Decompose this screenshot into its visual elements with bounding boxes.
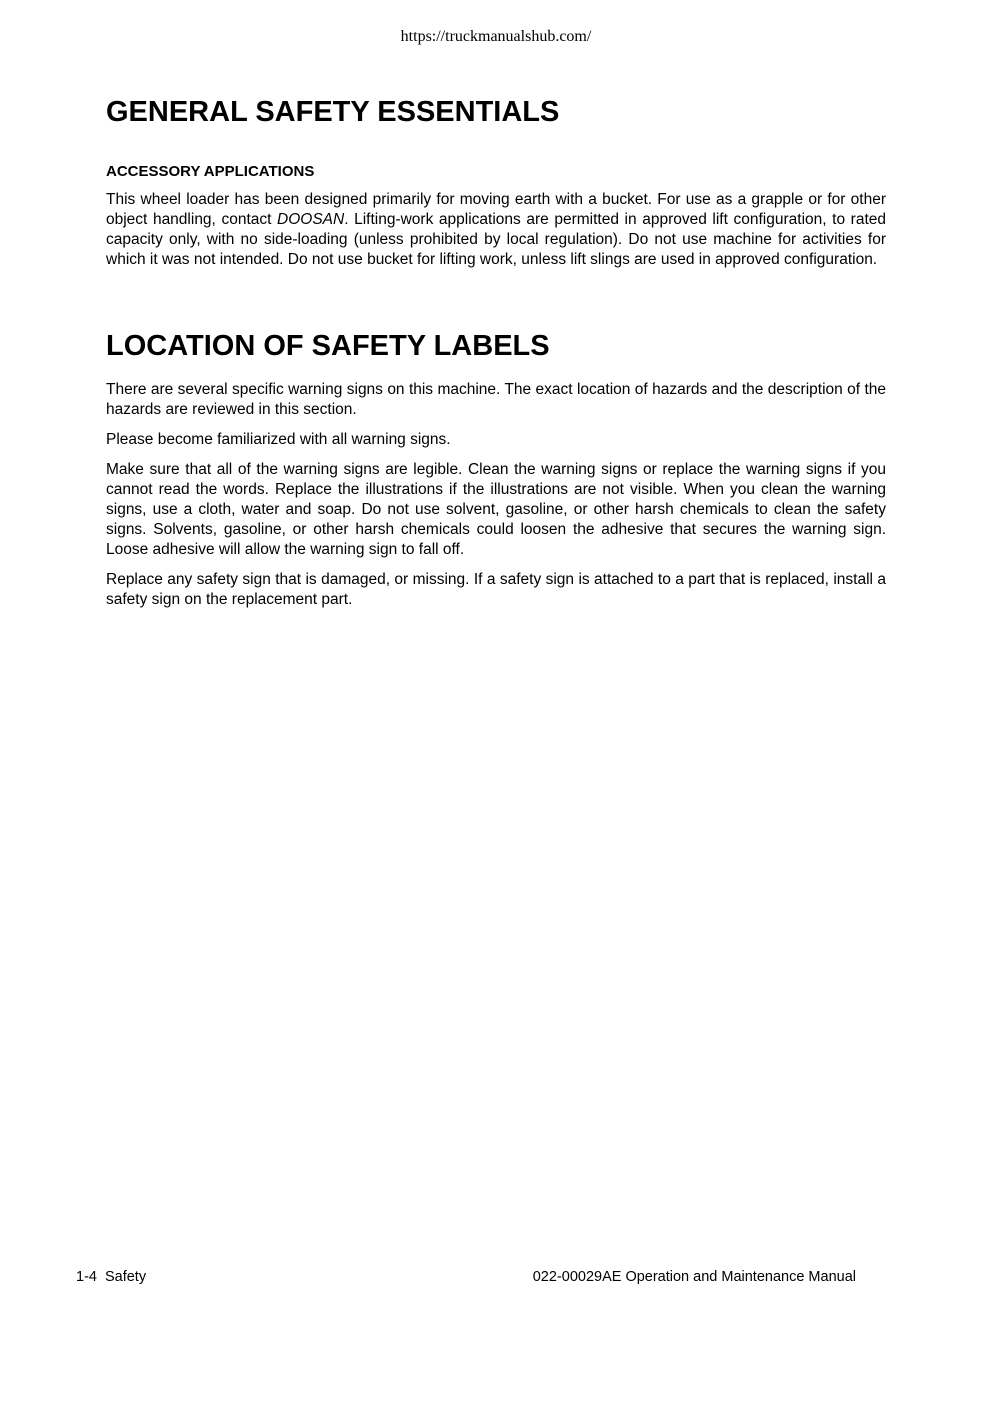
- footer-page-info: [76, 1268, 146, 1286]
- safety-labels-paragraph: Replace any safety sign that is damaged, or missing. If a safety sign is attached to a part that is replaced, install a safety sign on the replacement part.: [106, 571, 886, 608]
- paragraph-text: This wheel loader has been designed primarily for moving earth with a bucket. For use as a grapple or for other object handling, contact: [106, 191, 886, 228]
- footer-manual-title: 022-00029AE Operation and Maintenance Manual: [532, 1269, 856, 1285]
- safety-labels-body: [106, 380, 886, 610]
- footer-section-name: Safety: [104, 1269, 147, 1285]
- safety-labels-paragraph: Make sure that all of the warning signs are legible. Clean the warning signs or replace the warning signs if you cannot read the words. Replace the illustrations if the illustrations are not visible. When you clean the warning signs, use a cloth, water and soap. Do not use solvent, gasoline, or other harsh chemicals to clean the safety signs. Solvents, gasoline, or other harsh chemicals could loosen the adhesive that secures the warning sign. Loose adhesive will allow the warning sign to fall off.: [106, 461, 886, 558]
- safety-labels-paragraph: Please become familiarized with all warning signs.: [106, 431, 451, 448]
- subsection-title-accessory-applications: ACCESSORY APPLICATIONS: [106, 163, 315, 180]
- brand-name: DOOSAN: [277, 211, 345, 228]
- accessory-applications-paragraph: [106, 190, 886, 270]
- section-title-safety-labels: LOCATION OF SAFETY LABELS: [106, 330, 550, 362]
- page-number: 1-4: [76, 1269, 97, 1285]
- section-title-general-safety: GENERAL SAFETY ESSENTIALS: [106, 96, 560, 128]
- source-url: https://truckmanualshub.com/: [400, 28, 592, 45]
- page-content: [106, 92, 886, 620]
- paragraph-text: . Lifting-work applications are permitted in approved lift configuration, to rated capacity only, with no side-loading (unless prohibited by local regulation). Do not use machine for activities for which it was not intended. Do not use bucket for lifting work, unless lift slings are used in approved configuration.: [106, 211, 886, 268]
- safety-labels-paragraph: There are several specific warning signs on this machine. The exact location of hazards and the description of the hazards are reviewed in this section.: [106, 381, 886, 418]
